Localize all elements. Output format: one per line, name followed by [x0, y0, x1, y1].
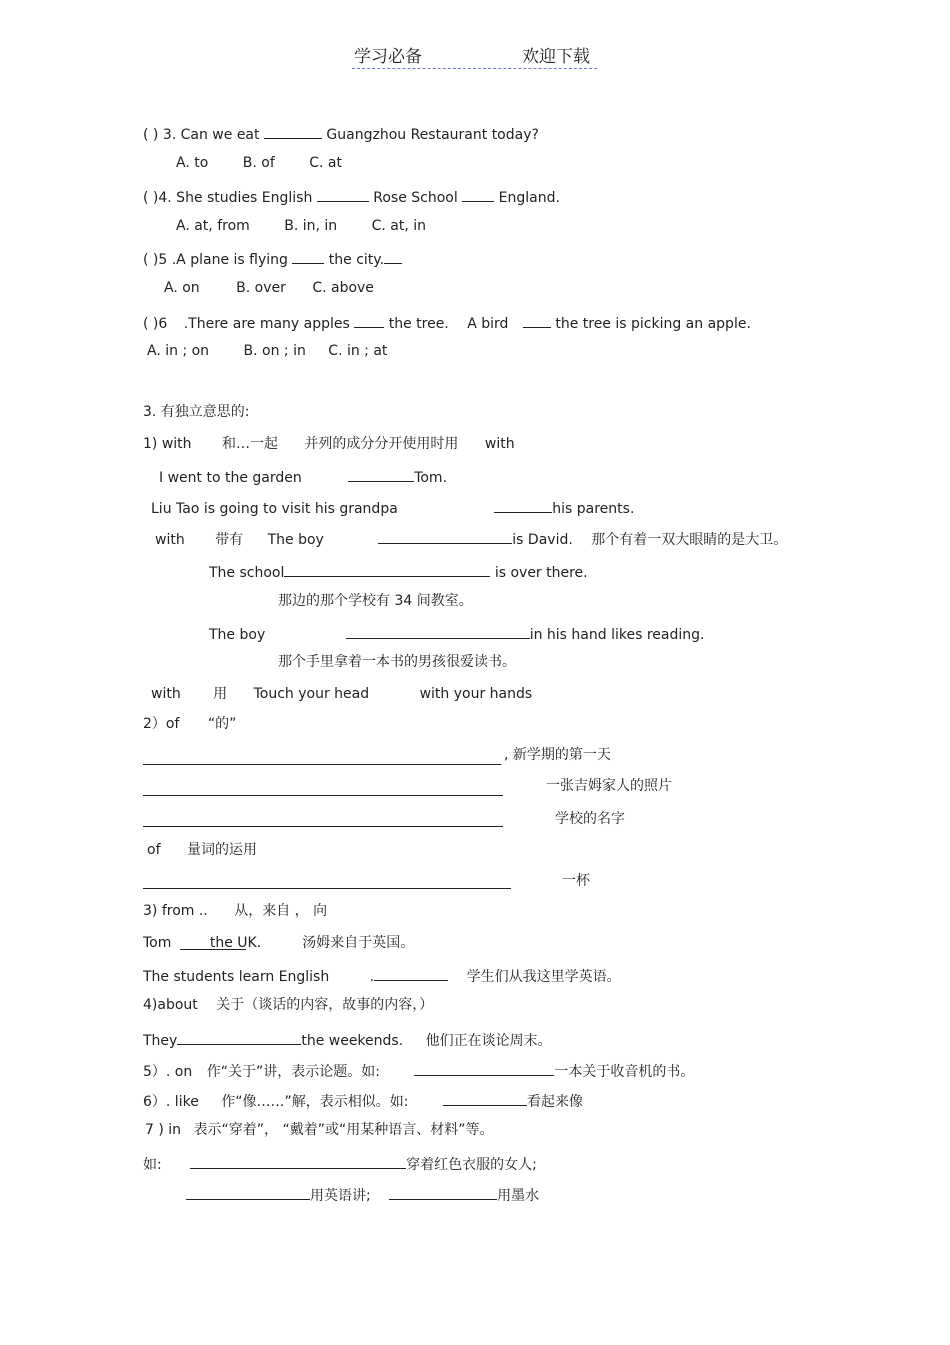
answer-line [143, 764, 501, 765]
blank [378, 528, 512, 544]
of-heading: 2）of “的” [143, 716, 237, 732]
blank [374, 965, 448, 981]
in-example-2: 用英语讲; 用墨水 [186, 1184, 539, 1205]
answer-line [143, 795, 503, 796]
blank [443, 1090, 527, 1106]
with-example-4: The boy in his hand likes reading. [209, 623, 704, 644]
about-heading: 4)about 关于（谈话的内容，故事的内容，） [143, 997, 434, 1013]
blank [414, 1060, 554, 1076]
blank [494, 497, 552, 513]
in-example-1: 如: 穿着红色衣服的女人; [143, 1153, 537, 1174]
answer-line [143, 826, 503, 827]
of-item-2: 一张吉姆家人的照片 [546, 778, 672, 794]
with-example-3-cn: 那边的那个学校有 34 间教室。 [278, 593, 473, 609]
with-example-1: I went to the garden Tom. [159, 466, 447, 487]
about-example: They the weekends. 他们正在谈论周末。 [143, 1029, 552, 1050]
blank [292, 248, 324, 264]
blank [284, 561, 490, 577]
question-5-options: A. on B. over C. above [164, 280, 374, 296]
page-header [352, 42, 597, 69]
answer-line [143, 888, 511, 889]
blank [264, 123, 322, 139]
from-heading: 3) from .. 从，来自 ， 向 [143, 903, 328, 919]
in-heading: 7 ) in 表示“穿着”， “戴着”或“用某种语言、材料”等。 [145, 1122, 494, 1138]
with-heading: 1) with 和…一起 并列的成分分开使用时用 with [143, 436, 515, 452]
with-example-4-cn: 那个手里拿着一本书的男孩很爱读书。 [278, 654, 516, 670]
question-3: ( ) 3. Can we eat Guangzhou Restaurant today? [143, 123, 539, 144]
on-heading: 5）. on 作“关于”讲，表示论题。如: 一本关于收音机的书。 [143, 1060, 694, 1081]
blank [186, 1184, 310, 1200]
of-measure-heading: of 量词的运用 [147, 842, 257, 858]
with-example-3: The school is over there. [209, 561, 588, 582]
question-3-options: A. to B. of C. at [176, 155, 342, 171]
question-6: ( )6 .There are many apples the tree. A bird the tree is picking an apple. [143, 312, 751, 333]
section-title: 3. 有独立意思的: [143, 404, 250, 420]
with-example-2: Liu Tao is going to visit his grandpa his parents. [151, 497, 634, 518]
blank [523, 312, 551, 328]
of-item-3: 学校的名字 [555, 811, 625, 827]
blank [346, 623, 530, 639]
like-heading: 6）. like 作“像……”解，表示相似。如: 看起来像 [143, 1090, 583, 1111]
header-left: 学习必备 [354, 47, 422, 67]
question-6-options: A. in ; on B. on ; in C. in ; at [147, 343, 388, 359]
blank [348, 466, 414, 482]
from-example-2: The students learn English . 学生们从我这里学英语。 [143, 965, 621, 986]
header-right: 欢迎下载 [522, 47, 590, 67]
with-meaning-use: with 用 Touch your head with your hands [151, 686, 533, 702]
blank: the UK. [180, 934, 246, 950]
of-measure-item: 一杯 [562, 873, 590, 889]
blank [317, 186, 369, 202]
blank [190, 1153, 406, 1169]
from-example-1: Tom the UK. 汤姆来自于英国。 [143, 935, 415, 951]
with-meaning-have: with 带有 The boy is David. 那个有着一双大眼睛的是大卫。 [155, 528, 787, 549]
question-4: ( )4. She studies English Rose School England. [143, 186, 560, 207]
question-5: ( )5 .A plane is flying the city. [143, 248, 402, 269]
blank [177, 1029, 301, 1045]
blank [354, 312, 384, 328]
blank [462, 186, 494, 202]
of-item-1: , 新学期的第一天 [504, 747, 611, 763]
question-4-options: A. at, from B. in, in C. at, in [176, 218, 427, 234]
blank [389, 1184, 497, 1200]
